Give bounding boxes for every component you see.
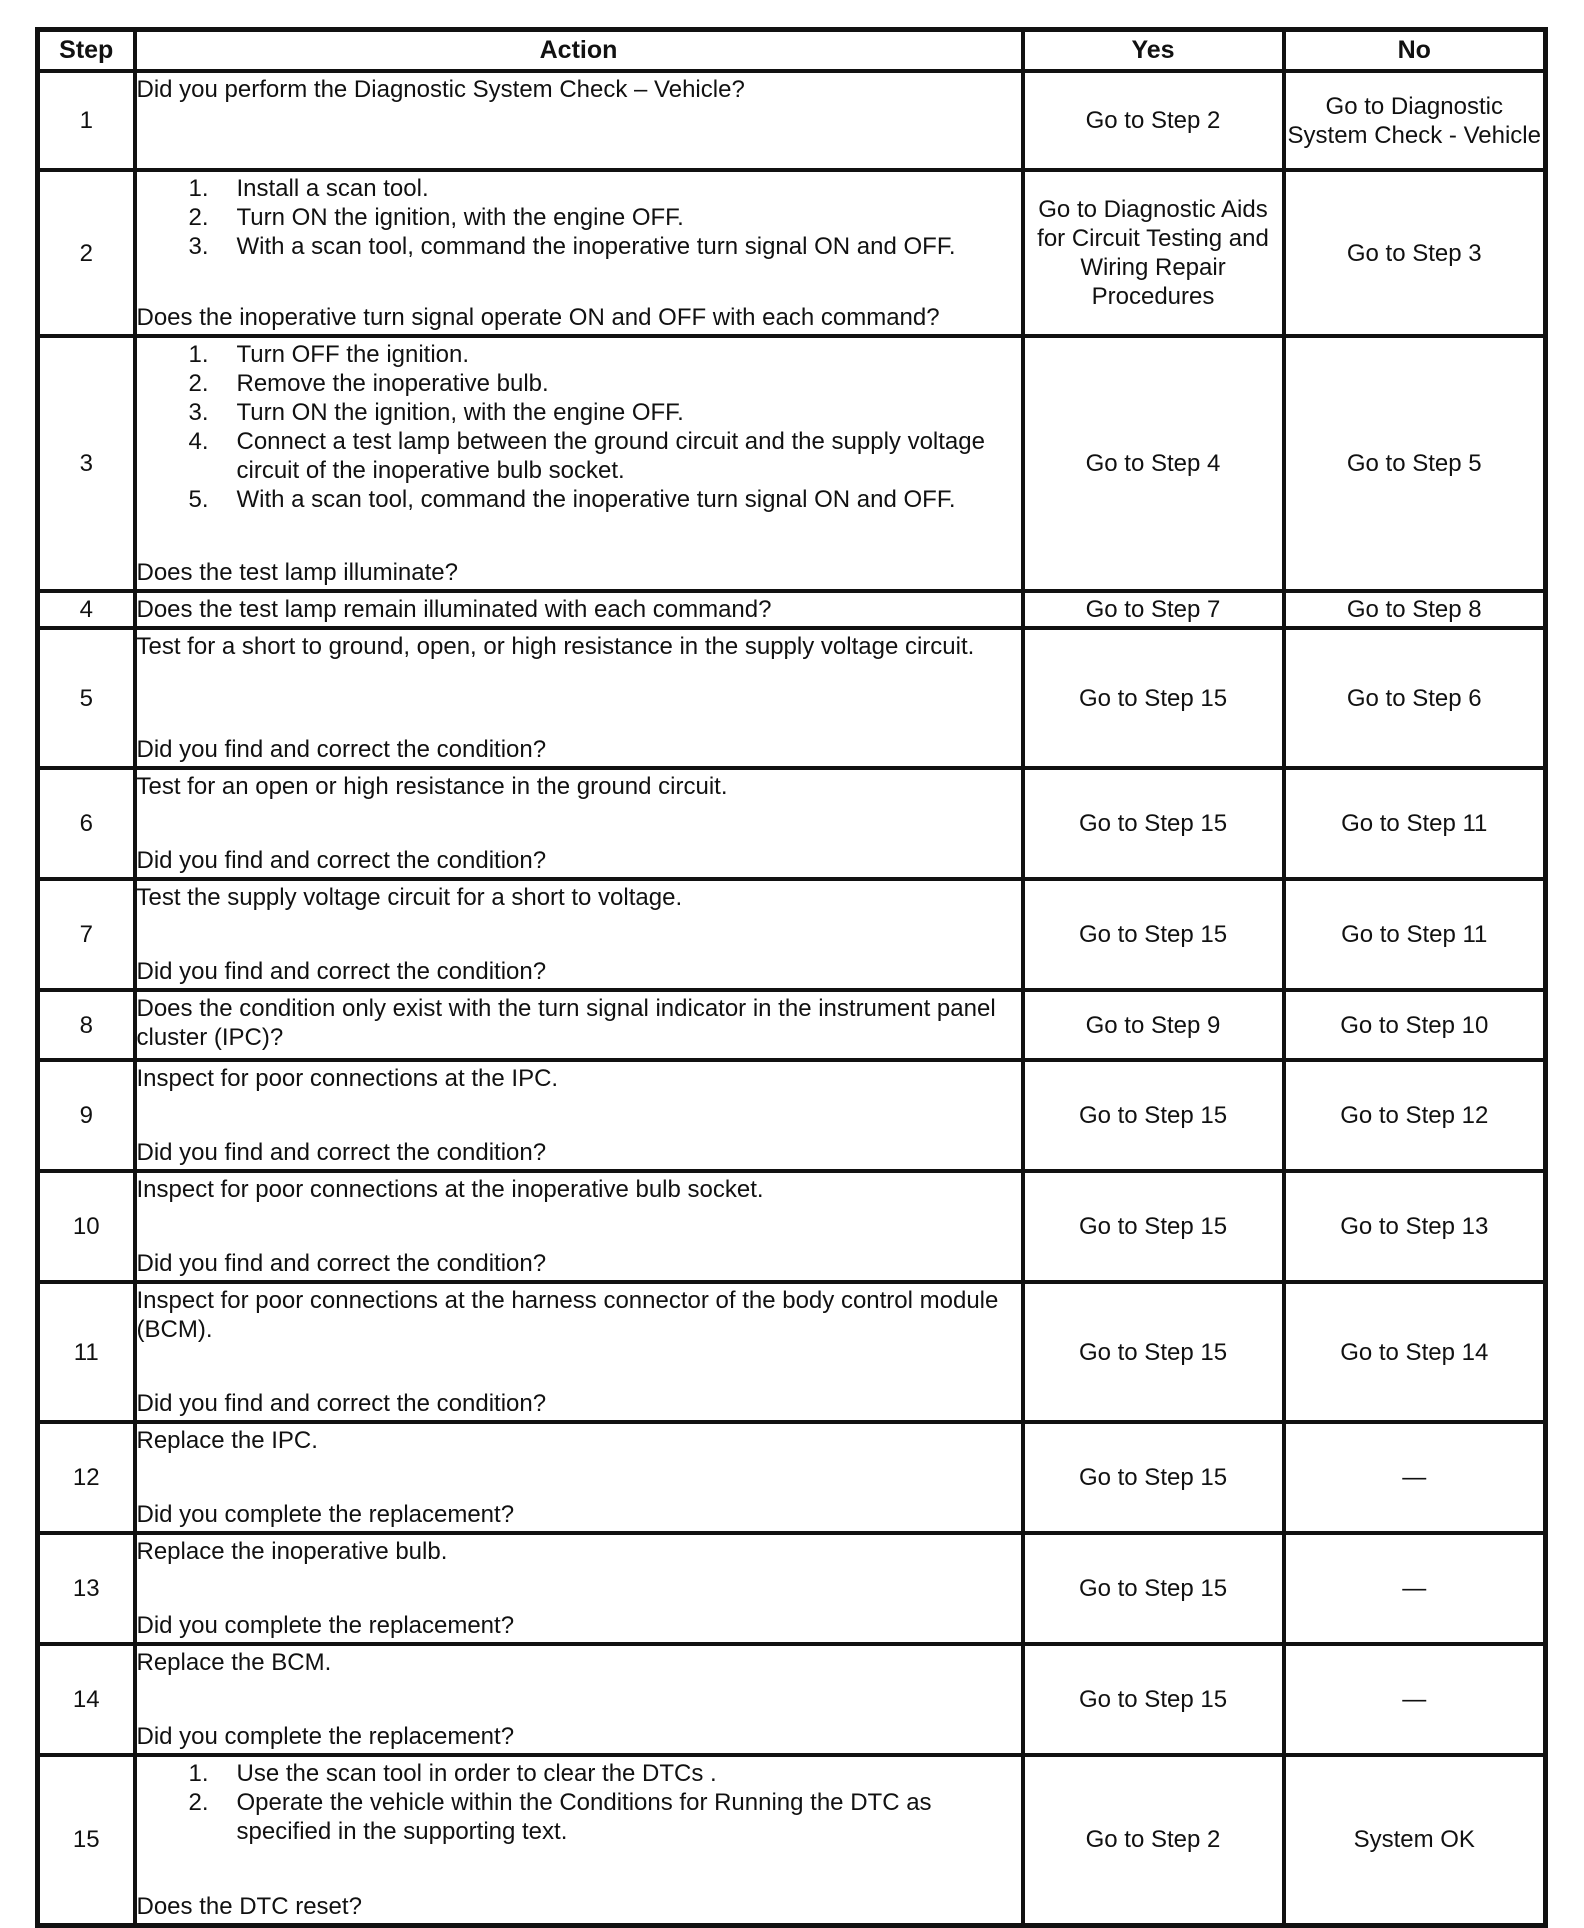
table-row [38, 71, 1546, 170]
yes-outcome: Go to Step 15 [1023, 1533, 1284, 1644]
no-outcome: Go to Step 3 [1284, 170, 1546, 336]
action-cell [135, 768, 1023, 879]
procedure-step-text: With a scan tool, command the inoperative turn signal ON and OFF. [236, 486, 956, 513]
action-content [137, 595, 1021, 624]
step-number: 4 [38, 591, 135, 628]
action-instruction: Did you perform the Diagnostic System Check – Vehicle? [136, 76, 745, 103]
no-outcome: — [1284, 1644, 1546, 1755]
no-outcome: System OK [1284, 1755, 1546, 1925]
yes-outcome: Go to Step 15 [1023, 1422, 1284, 1533]
yes-outcome: Go to Step 15 [1023, 768, 1284, 879]
step-number: 14 [38, 1644, 135, 1755]
procedure-step-text: Use the scan tool in order to clear the DTCs . [236, 1759, 717, 1787]
procedure-step-number: 1. [188, 341, 209, 368]
procedure-step-number: 2. [188, 370, 209, 397]
table-row [38, 628, 1546, 768]
action-content [137, 1759, 1021, 1921]
action-question: Does the inoperative turn signal operate ON and OFF with each command? [136, 304, 940, 331]
action-question: Did you find and correct the condition? [136, 1390, 547, 1417]
header-action: Action [135, 30, 1023, 72]
procedure-step-number: 2. [188, 1788, 209, 1816]
step-number: 9 [38, 1060, 135, 1171]
table-row [38, 1060, 1546, 1171]
no-outcome: Go to Step 5 [1284, 336, 1546, 591]
action-question: Did you find and correct the condition? [136, 1139, 547, 1166]
step-number: 8 [38, 990, 135, 1060]
action-instruction: Inspect for poor connections at the inoperative bulb socket. [136, 1176, 764, 1203]
action-instruction: Test for an open or high resistance in the ground circuit. [136, 773, 728, 800]
no-outcome: Go to Step 6 [1284, 628, 1546, 768]
action-question: Did you complete the replacement? [136, 1723, 515, 1750]
procedure-step [137, 232, 1021, 261]
no-outcome: Go to Diagnostic System Check - Vehicle [1284, 71, 1546, 170]
table-row [38, 1282, 1546, 1422]
procedure-step-text: Connect a test lamp between the ground circuit and the supply voltage circuit of the inoperative bulb socket. [236, 428, 985, 484]
step-number: 15 [38, 1755, 135, 1925]
action-cell [135, 71, 1023, 170]
action-cell [135, 336, 1023, 591]
procedure-step-number: 2. [188, 204, 209, 231]
procedure-step-text: Turn ON the ignition, with the engine OFF. [236, 204, 684, 231]
yes-outcome: Go to Step 4 [1023, 336, 1284, 591]
procedure-step [137, 398, 1021, 427]
action-cell [135, 170, 1023, 336]
step-number: 3 [38, 336, 135, 591]
yes-outcome: Go to Step 15 [1023, 628, 1284, 768]
action-content [137, 1426, 1021, 1529]
procedure-step-text: Remove the inoperative bulb. [236, 370, 549, 397]
action-cell [135, 1755, 1023, 1925]
header-yes: Yes [1023, 30, 1284, 72]
procedure-step-text: With a scan tool, command the inoperative turn signal ON and OFF. [236, 233, 956, 260]
table-row [38, 1171, 1546, 1282]
procedure-step-text: Operate the vehicle within the Conditions for Running the DTC as specified in the supporting text. [236, 1788, 932, 1845]
action-question: Did you find and correct the condition? [136, 1250, 547, 1277]
action-question: Did you find and correct the condition? [136, 736, 547, 763]
table-row [38, 990, 1546, 1060]
no-outcome: Go to Step 11 [1284, 768, 1546, 879]
step-number: 6 [38, 768, 135, 879]
table-row [38, 879, 1546, 990]
procedure-step-number: 1. [188, 1759, 209, 1787]
procedure-step [137, 427, 1021, 485]
action-question: Did you complete the replacement? [136, 1501, 515, 1528]
step-number: 11 [38, 1282, 135, 1422]
procedure-list [137, 174, 1021, 261]
action-cell [135, 1171, 1023, 1282]
procedure-step [137, 369, 1021, 398]
action-question: Does the DTC reset? [136, 1892, 362, 1920]
step-number: 13 [38, 1533, 135, 1644]
procedure-step [137, 1788, 1021, 1846]
table-row [38, 1422, 1546, 1533]
step-number: 2 [38, 170, 135, 336]
no-outcome: Go to Step 10 [1284, 990, 1546, 1060]
procedure-step-number: 5. [188, 486, 209, 513]
action-cell [135, 879, 1023, 990]
action-content [137, 340, 1021, 587]
table-row [38, 768, 1546, 879]
action-content [137, 1286, 1021, 1418]
action-cell [135, 1060, 1023, 1171]
procedure-step [137, 485, 1021, 514]
diagnostic-table [35, 27, 1548, 1928]
yes-outcome: Go to Step 2 [1023, 71, 1284, 170]
yes-outcome: Go to Step 15 [1023, 1282, 1284, 1422]
no-outcome: Go to Step 11 [1284, 879, 1546, 990]
action-question: Does the test lamp illuminate? [136, 559, 458, 586]
action-question: Did you complete the replacement? [136, 1612, 515, 1639]
yes-outcome: Go to Step 15 [1023, 879, 1284, 990]
action-instruction: Replace the BCM. [136, 1649, 332, 1676]
step-number: 12 [38, 1422, 135, 1533]
action-instruction: Replace the IPC. [136, 1427, 318, 1454]
step-number: 7 [38, 879, 135, 990]
no-outcome: Go to Step 12 [1284, 1060, 1546, 1171]
action-content [137, 75, 1021, 166]
table-row [38, 336, 1546, 591]
no-outcome: — [1284, 1533, 1546, 1644]
table-body [38, 71, 1546, 1925]
procedure-step [137, 203, 1021, 232]
yes-outcome: Go to Diagnostic Aids for Circuit Testing and Wiring Repair Procedures [1023, 170, 1284, 336]
procedure-step [137, 1759, 1021, 1788]
table-row [38, 1533, 1546, 1644]
procedure-step-number: 3. [188, 399, 209, 426]
table-row [38, 170, 1546, 336]
action-content [137, 1648, 1021, 1751]
procedure-step-text: Turn ON the ignition, with the engine OFF. [236, 399, 684, 426]
header-row [38, 30, 1546, 72]
action-instruction: Inspect for poor connections at the harness connector of the body control module (BCM). [136, 1287, 999, 1343]
no-outcome: Go to Step 14 [1284, 1282, 1546, 1422]
action-instruction: Inspect for poor connections at the IPC. [136, 1065, 559, 1092]
procedure-step [137, 174, 1021, 203]
yes-outcome: Go to Step 15 [1023, 1171, 1284, 1282]
procedure-list [137, 1759, 1021, 1846]
action-question: Did you find and correct the condition? [136, 847, 547, 874]
no-outcome: — [1284, 1422, 1546, 1533]
action-content [137, 1064, 1021, 1167]
action-cell [135, 1644, 1023, 1755]
no-outcome: Go to Step 8 [1284, 591, 1546, 628]
procedure-list [137, 340, 1021, 514]
action-question: Did you find and correct the condition? [136, 958, 547, 985]
action-instruction: Does the test lamp remain illuminated with each command? [136, 596, 772, 623]
procedure-step-number: 3. [188, 233, 209, 260]
action-content [137, 1537, 1021, 1640]
procedure-step-text: Turn OFF the ignition. [236, 341, 470, 368]
table-row [38, 1755, 1546, 1925]
action-instruction: Test the supply voltage circuit for a short to voltage. [136, 884, 683, 911]
action-content [137, 994, 1021, 1056]
action-cell [135, 1282, 1023, 1422]
procedure-step-text: Install a scan tool. [236, 175, 429, 202]
yes-outcome: Go to Step 15 [1023, 1644, 1284, 1755]
procedure-step-number: 1. [188, 175, 209, 202]
action-instruction: Does the condition only exist with the turn signal indicator in the instrument panel cluster (IPC)? [136, 995, 996, 1051]
action-instruction: Test for a short to ground, open, or high resistance in the supply voltage circuit. [136, 633, 975, 660]
action-content [137, 174, 1021, 332]
table-row [38, 1644, 1546, 1755]
action-content [137, 1175, 1021, 1278]
action-content [137, 632, 1021, 764]
procedure-step [137, 340, 1021, 369]
no-outcome: Go to Step 13 [1284, 1171, 1546, 1282]
yes-outcome: Go to Step 9 [1023, 990, 1284, 1060]
step-number: 5 [38, 628, 135, 768]
header-step: Step [38, 30, 135, 72]
action-content [137, 772, 1021, 875]
action-cell [135, 1422, 1023, 1533]
procedure-step-number: 4. [188, 428, 209, 455]
action-cell [135, 1533, 1023, 1644]
action-content [137, 883, 1021, 986]
action-cell [135, 628, 1023, 768]
yes-outcome: Go to Step 7 [1023, 591, 1284, 628]
action-cell [135, 990, 1023, 1060]
action-cell [135, 591, 1023, 628]
header-no: No [1284, 30, 1546, 72]
step-number: 1 [38, 71, 135, 170]
action-instruction: Replace the inoperative bulb. [136, 1538, 448, 1565]
yes-outcome: Go to Step 2 [1023, 1755, 1284, 1925]
yes-outcome: Go to Step 15 [1023, 1060, 1284, 1171]
step-number: 10 [38, 1171, 135, 1282]
table-row [38, 591, 1546, 628]
